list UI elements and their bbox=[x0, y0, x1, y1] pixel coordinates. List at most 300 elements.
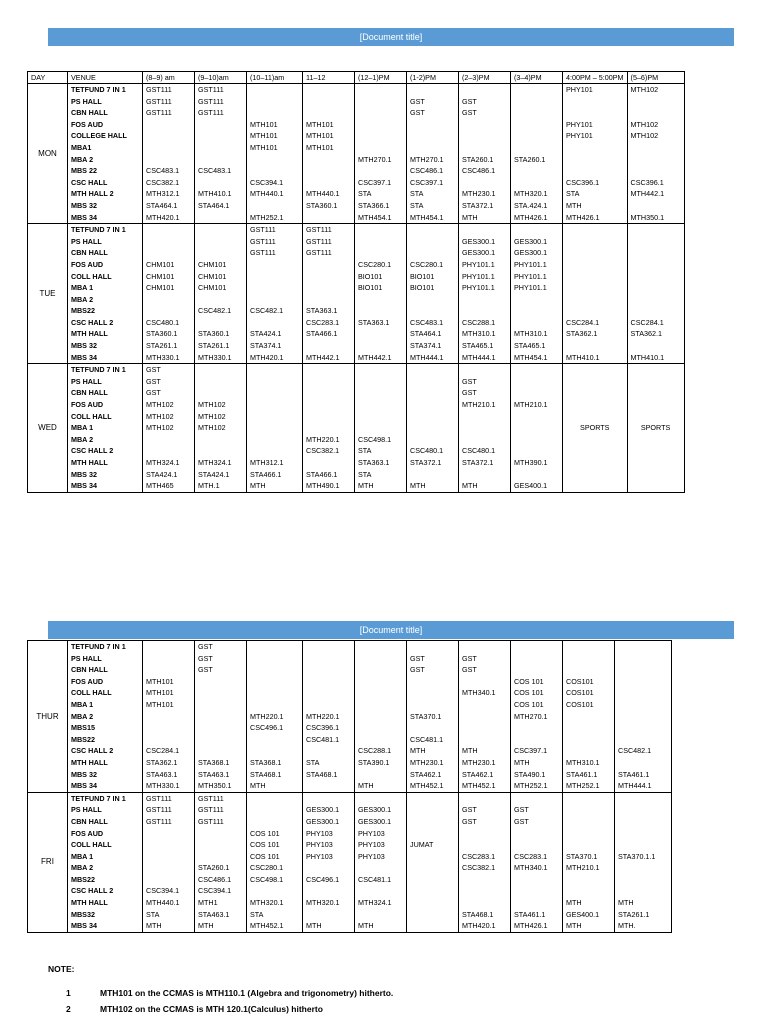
course-code: STA390.1 bbox=[358, 757, 390, 767]
course-code: CSC288.1 bbox=[462, 317, 496, 327]
course-code: STA464.1 bbox=[198, 200, 230, 210]
course-code bbox=[146, 839, 191, 851]
course-code: GST bbox=[462, 108, 477, 118]
course-code bbox=[631, 96, 681, 108]
venue-name: CSC HALL 2 bbox=[71, 317, 114, 327]
course-code: GST bbox=[198, 653, 213, 663]
course-code: PHY101.1 bbox=[462, 271, 495, 281]
course-code bbox=[250, 641, 299, 653]
course-code bbox=[410, 909, 455, 921]
course-code bbox=[358, 84, 403, 96]
course-code bbox=[250, 816, 299, 828]
course-code bbox=[358, 664, 403, 676]
course-code: MTH320.1 bbox=[250, 898, 284, 908]
course-code bbox=[566, 411, 624, 423]
day-block-row bbox=[28, 364, 685, 493]
course-code: CSC283.1 bbox=[462, 851, 496, 861]
course-code: CSC496.1 bbox=[250, 723, 284, 733]
course-code: BIO101 bbox=[358, 271, 383, 281]
course-code: GST bbox=[410, 96, 425, 106]
course-code: MTH426.1 bbox=[514, 212, 548, 222]
venue-cell bbox=[68, 364, 143, 493]
venue-name: MBS 34 bbox=[71, 921, 97, 931]
course-code bbox=[631, 399, 681, 411]
course-code bbox=[306, 271, 351, 283]
course-code bbox=[358, 364, 403, 376]
venue-name: FOS AUD bbox=[71, 828, 104, 838]
course-code: MTH442.1 bbox=[630, 189, 665, 199]
venue-name: MBA 2 bbox=[71, 863, 94, 873]
course-code: STA bbox=[358, 446, 372, 456]
course-code: STA261.1 bbox=[618, 909, 650, 919]
course-code: MTH220.1 bbox=[306, 434, 340, 444]
slot-cell bbox=[143, 84, 195, 224]
venue-cell bbox=[68, 641, 143, 793]
course-code bbox=[198, 236, 243, 248]
venue-name: MTH HALL bbox=[71, 458, 108, 467]
course-code bbox=[618, 687, 668, 699]
course-code: STA465.1 bbox=[462, 341, 494, 351]
column-header: (10–11)am bbox=[247, 72, 303, 84]
slot-cell bbox=[407, 84, 459, 224]
slot-cell bbox=[459, 792, 511, 932]
course-code bbox=[146, 874, 191, 886]
course-code bbox=[462, 874, 507, 886]
course-code: GES300.1 bbox=[306, 816, 340, 826]
course-code bbox=[631, 305, 681, 317]
course-code: CSC480.1 bbox=[410, 446, 444, 456]
venue-name: PS HALL bbox=[71, 236, 102, 246]
course-code: MTH bbox=[618, 898, 634, 908]
course-code: CSC280.1 bbox=[410, 259, 444, 269]
course-code bbox=[462, 119, 507, 131]
course-code: STA372.1 bbox=[462, 458, 494, 467]
course-code: MTH340.1 bbox=[514, 863, 548, 873]
course-code: PHY103 bbox=[306, 828, 333, 838]
course-code bbox=[462, 422, 507, 434]
slot-cell bbox=[355, 364, 407, 493]
course-code bbox=[566, 224, 624, 236]
course-code bbox=[198, 387, 243, 399]
course-code: MTH102 bbox=[146, 400, 174, 410]
slot-cell bbox=[143, 641, 195, 793]
course-code bbox=[198, 828, 243, 840]
venue-name: FOS AUD bbox=[71, 119, 104, 129]
course-code bbox=[306, 862, 351, 874]
venue-name: MBS22 bbox=[71, 734, 95, 744]
course-code: CSC396.1 bbox=[630, 177, 664, 187]
day-block-row bbox=[28, 84, 685, 224]
course-code bbox=[198, 142, 243, 154]
course-code bbox=[198, 119, 243, 131]
course-code: MTH210.1 bbox=[514, 400, 548, 410]
venue-name: MBA 1 bbox=[71, 423, 94, 433]
course-code bbox=[631, 165, 681, 177]
course-code: PHY103 bbox=[306, 840, 333, 850]
course-code bbox=[514, 96, 559, 108]
course-code: CSC280.1 bbox=[250, 863, 284, 873]
course-code bbox=[566, 259, 624, 271]
day-block-row bbox=[28, 641, 672, 793]
course-code bbox=[410, 376, 455, 388]
slot-cell bbox=[511, 224, 563, 364]
venue-name: PS HALL bbox=[71, 96, 102, 106]
course-code bbox=[198, 364, 243, 376]
course-code: GES300.1 bbox=[462, 248, 496, 258]
course-code bbox=[250, 364, 299, 376]
course-code bbox=[358, 641, 403, 653]
course-code bbox=[306, 96, 351, 108]
course-code bbox=[631, 340, 681, 352]
course-code bbox=[250, 745, 299, 757]
course-code: MTH210.1 bbox=[566, 863, 600, 873]
course-code: CHM101 bbox=[198, 271, 227, 281]
course-code bbox=[631, 411, 681, 423]
day-cell: FRI bbox=[28, 792, 68, 932]
course-code bbox=[410, 247, 455, 259]
course-code bbox=[462, 885, 507, 897]
day-block-row bbox=[28, 792, 672, 932]
course-code: MTH101 bbox=[250, 142, 278, 152]
course-code bbox=[250, 84, 299, 96]
course-code: MTH bbox=[462, 481, 478, 491]
course-code: CSC288.1 bbox=[358, 746, 392, 756]
course-code: MTH320.1 bbox=[514, 189, 548, 199]
course-code: GST bbox=[462, 665, 477, 675]
course-code bbox=[198, 711, 243, 723]
course-code: MTH101 bbox=[146, 688, 174, 698]
course-code: PHY101.1 bbox=[514, 259, 547, 269]
course-code: STA362.1 bbox=[630, 329, 662, 339]
course-code: MTH444.1 bbox=[618, 781, 652, 791]
course-code bbox=[358, 340, 403, 352]
course-code bbox=[631, 387, 681, 399]
course-code bbox=[198, 445, 243, 457]
course-code: MTH102 bbox=[146, 411, 174, 421]
course-code: MTH350.1 bbox=[198, 781, 232, 791]
course-code bbox=[146, 862, 191, 874]
course-code bbox=[198, 699, 243, 711]
slot-cell bbox=[407, 224, 459, 364]
course-code bbox=[514, 445, 559, 457]
course-code bbox=[146, 828, 191, 840]
course-code bbox=[306, 154, 351, 166]
venue-name: COLL HALL bbox=[71, 688, 112, 698]
course-code bbox=[566, 282, 624, 294]
course-code: MTH210.1 bbox=[462, 400, 496, 410]
course-code: STA370.1.1 bbox=[618, 851, 656, 861]
course-code bbox=[250, 734, 299, 746]
course-code: PHY101 bbox=[566, 119, 593, 129]
course-code bbox=[462, 177, 507, 189]
course-code bbox=[198, 676, 243, 688]
course-code: GES300.1 bbox=[358, 805, 392, 815]
course-code bbox=[306, 909, 351, 921]
course-code: MTH444.1 bbox=[462, 352, 496, 362]
course-code: JUMAT bbox=[410, 840, 434, 850]
course-code bbox=[566, 364, 624, 376]
course-code: MTH1 bbox=[198, 898, 218, 908]
course-code: STA.424.1 bbox=[514, 200, 548, 210]
course-code bbox=[566, 734, 611, 746]
course-code: GST bbox=[146, 388, 161, 398]
course-code: GST bbox=[410, 108, 425, 118]
venue-name: MBS 34 bbox=[71, 481, 97, 491]
course-code bbox=[146, 434, 191, 446]
course-code: CSC280.1 bbox=[358, 259, 392, 269]
course-code: MTH320.1 bbox=[306, 898, 340, 908]
course-code bbox=[566, 387, 624, 399]
course-code bbox=[146, 119, 191, 131]
course-code bbox=[566, 664, 611, 676]
venue-name: MBS 34 bbox=[71, 352, 97, 362]
slot-cell bbox=[247, 641, 303, 793]
course-code bbox=[250, 804, 299, 816]
course-code bbox=[566, 469, 624, 481]
course-code bbox=[514, 84, 559, 96]
course-code bbox=[306, 793, 351, 805]
venue-name: CSC HALL 2 bbox=[71, 446, 114, 456]
course-code: MTH. bbox=[618, 921, 636, 931]
course-code bbox=[146, 247, 191, 259]
course-code: MTH452.1 bbox=[462, 781, 496, 791]
slot-cell bbox=[195, 224, 247, 364]
course-code: CHM101 bbox=[146, 283, 175, 293]
course-code bbox=[306, 745, 351, 757]
course-code: MTH324.1 bbox=[358, 898, 392, 908]
course-code bbox=[358, 676, 403, 688]
course-code: GES300.1 bbox=[306, 805, 340, 815]
course-code: MTH465 bbox=[146, 481, 174, 491]
course-code bbox=[462, 411, 507, 423]
course-code: MTH230.1 bbox=[462, 189, 496, 199]
course-code: MTH bbox=[358, 781, 374, 791]
course-code bbox=[631, 445, 681, 457]
venue-name: PS HALL bbox=[71, 653, 102, 663]
slot-cell bbox=[303, 84, 355, 224]
venue-name: MBS 32 bbox=[71, 469, 97, 479]
course-code: GST111 bbox=[250, 248, 276, 258]
course-code: STA261.1 bbox=[146, 341, 178, 351]
slot-cell bbox=[511, 364, 563, 493]
course-code bbox=[306, 399, 351, 411]
venue-name: MTH HALL bbox=[71, 757, 108, 767]
course-code bbox=[358, 885, 403, 897]
course-code: STA468.1 bbox=[250, 769, 282, 779]
course-code: PHY101.1 bbox=[462, 259, 495, 269]
course-code bbox=[462, 897, 507, 909]
course-code bbox=[462, 734, 507, 746]
course-code bbox=[566, 445, 624, 457]
course-code bbox=[250, 107, 299, 119]
slot-cell bbox=[355, 84, 407, 224]
slot-cell bbox=[511, 641, 563, 793]
course-code bbox=[631, 376, 681, 388]
course-code bbox=[306, 84, 351, 96]
course-code: CSC481.1 bbox=[410, 734, 444, 744]
document-title-banner: [Document title] bbox=[48, 28, 734, 46]
course-code: MTH452.1 bbox=[250, 921, 284, 931]
course-code bbox=[514, 839, 559, 851]
course-code: GST bbox=[514, 816, 529, 826]
course-code: GST111 bbox=[146, 96, 172, 106]
course-code bbox=[566, 165, 624, 177]
venue-name: MBS 34 bbox=[71, 781, 97, 791]
course-code bbox=[250, 271, 299, 283]
course-code: STA468.1 bbox=[462, 909, 494, 919]
course-code bbox=[410, 687, 455, 699]
course-code: CSC482.1 bbox=[250, 306, 284, 316]
course-code: STA468.1 bbox=[306, 769, 338, 779]
column-header: (5–6)PM bbox=[627, 72, 684, 84]
venue-name: MBS15 bbox=[71, 723, 95, 733]
slot-cell bbox=[563, 364, 628, 493]
course-code bbox=[410, 364, 455, 376]
course-code: MTH bbox=[250, 481, 266, 491]
course-code: MTH340.1 bbox=[462, 688, 496, 698]
course-code bbox=[306, 664, 351, 676]
course-code bbox=[631, 434, 681, 446]
slot-cell bbox=[563, 84, 628, 224]
venue-name: MTH HALL bbox=[71, 329, 108, 339]
course-code: STA368.1 bbox=[250, 757, 282, 767]
course-code bbox=[566, 711, 611, 723]
slot-cell bbox=[563, 224, 628, 364]
course-code: MTH102 bbox=[630, 119, 659, 129]
venue-name: MTH HALL bbox=[71, 898, 108, 908]
course-code bbox=[566, 480, 624, 492]
course-code bbox=[631, 271, 681, 283]
course-code bbox=[514, 653, 559, 665]
course-code bbox=[462, 142, 507, 154]
course-code: MTH bbox=[198, 921, 214, 931]
course-code: GST bbox=[198, 642, 213, 651]
course-code bbox=[198, 224, 243, 236]
course-code: GST bbox=[462, 388, 477, 398]
course-code bbox=[358, 862, 403, 874]
course-code: MTH bbox=[566, 898, 582, 908]
course-code bbox=[358, 224, 403, 236]
course-code: MTH101 bbox=[146, 676, 174, 686]
course-code: MTH444.1 bbox=[410, 352, 444, 362]
course-code: STA bbox=[250, 909, 264, 919]
column-header: (8–9) am bbox=[143, 72, 195, 84]
course-code: MTH bbox=[514, 757, 530, 767]
course-code: MTH230.1 bbox=[462, 757, 496, 767]
course-code: STA490.1 bbox=[514, 769, 546, 779]
slot-cell bbox=[627, 224, 684, 364]
course-code bbox=[514, 119, 559, 131]
course-code bbox=[618, 641, 668, 653]
note-item-1 bbox=[66, 988, 393, 998]
course-code bbox=[618, 699, 668, 711]
course-code bbox=[358, 107, 403, 119]
course-code bbox=[566, 885, 611, 897]
course-code bbox=[631, 259, 681, 271]
course-code bbox=[250, 676, 299, 688]
course-code: CSC496.1 bbox=[306, 874, 340, 884]
course-code bbox=[462, 130, 507, 142]
course-code: MTH312.1 bbox=[250, 458, 284, 467]
course-code: CSC481.1 bbox=[306, 734, 340, 744]
course-code: MTH420.1 bbox=[146, 212, 180, 222]
course-code: MTH440.1 bbox=[306, 189, 340, 199]
venue-name: PS HALL bbox=[71, 376, 102, 386]
course-code: CSC481.1 bbox=[358, 874, 392, 884]
course-code bbox=[198, 434, 243, 446]
course-code: MTH bbox=[462, 212, 478, 222]
course-code: MTH270.1 bbox=[410, 154, 444, 164]
course-code bbox=[631, 480, 681, 492]
course-code bbox=[462, 699, 507, 711]
course-code: STA463.1 bbox=[198, 769, 230, 779]
course-code bbox=[631, 282, 681, 294]
course-code bbox=[358, 769, 403, 781]
course-code: STA461.1 bbox=[514, 909, 546, 919]
course-code: GES400.1 bbox=[566, 909, 600, 919]
course-code bbox=[198, 734, 243, 746]
course-code: MTH230.1 bbox=[410, 757, 444, 767]
course-code bbox=[306, 457, 351, 469]
course-code: CSC486.1 bbox=[462, 166, 496, 176]
course-code: MTH350.1 bbox=[630, 212, 665, 222]
venue-name: CBN HALL bbox=[71, 388, 108, 398]
course-code: STA bbox=[306, 757, 320, 767]
course-code bbox=[250, 411, 299, 423]
slot-cell bbox=[459, 224, 511, 364]
column-header: (3–4)PM bbox=[511, 72, 563, 84]
course-code: MTH102 bbox=[198, 400, 226, 410]
course-code bbox=[146, 734, 191, 746]
course-code bbox=[358, 699, 403, 711]
course-code: COS 101 bbox=[514, 699, 544, 709]
venue-cell bbox=[68, 84, 143, 224]
course-code bbox=[358, 734, 403, 746]
course-code: COS101 bbox=[566, 699, 594, 709]
venue-name: TETFUND 7 IN 1 bbox=[71, 793, 126, 803]
course-code: CSC482.1 bbox=[198, 306, 232, 316]
course-code: MTH420.1 bbox=[250, 352, 284, 362]
course-code bbox=[618, 816, 668, 828]
course-code bbox=[618, 664, 668, 676]
course-code bbox=[198, 839, 243, 851]
course-code: MTH bbox=[410, 481, 426, 491]
course-code: COS101 bbox=[566, 676, 594, 686]
slot-cell bbox=[407, 641, 459, 793]
slot-cell bbox=[247, 792, 303, 932]
course-code bbox=[618, 793, 668, 805]
course-code bbox=[618, 653, 668, 665]
course-code: GST bbox=[146, 376, 161, 386]
course-code bbox=[410, 119, 455, 131]
course-code: MTH220.1 bbox=[250, 711, 284, 721]
course-code bbox=[410, 469, 455, 481]
course-code bbox=[566, 154, 624, 166]
course-code: GST111 bbox=[198, 793, 224, 803]
course-code: PHY103 bbox=[358, 828, 385, 838]
course-code: MTH bbox=[358, 481, 374, 491]
venue-name: COLL HALL bbox=[71, 411, 112, 421]
course-code: GST111 bbox=[146, 805, 172, 815]
venue-name: TETFUND 7 IN 1 bbox=[71, 85, 126, 94]
slot-cell bbox=[407, 364, 459, 493]
course-code: MTH101 bbox=[306, 119, 334, 129]
course-code bbox=[410, 722, 455, 734]
course-code: GST bbox=[198, 665, 213, 675]
course-code: CSC483.1 bbox=[410, 317, 444, 327]
slot-cell bbox=[195, 364, 247, 493]
course-code: CSC396.1 bbox=[306, 723, 340, 733]
